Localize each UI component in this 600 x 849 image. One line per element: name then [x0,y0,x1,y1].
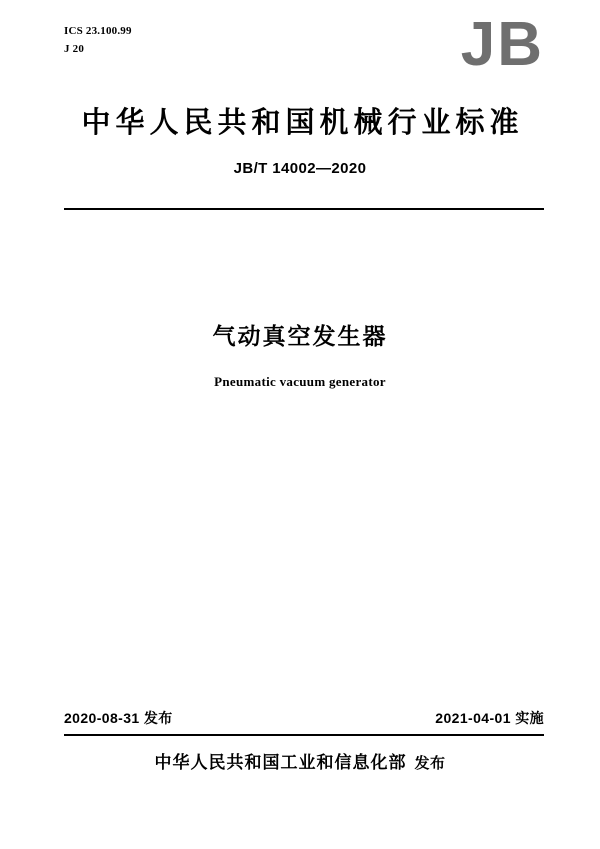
footer-divider [64,734,544,736]
document-title-chinese: 气动真空发生器 [212,323,388,349]
document-title-english: Pneumatic vacuum generator [214,374,386,389]
issuing-authority-row [0,748,600,773]
effective-date: 2021-04-01 实施 [435,710,544,726]
standard-series-title: 中华人民共和国机械行业标准 [81,107,524,139]
header-divider [64,208,544,210]
issuing-authority: 中华人民共和国工业和信息化部 [154,753,407,772]
issue-date: 2020-08-31 发布 [64,710,173,726]
issuing-authority-suffix: 发布 [414,755,446,772]
standard-number: JB/T 14002—2020 [233,160,367,177]
jb-logo: JB [460,10,544,79]
ics-classification-block [64,24,132,57]
ics-code: ICS 23.100.99 [64,25,132,37]
classification-code: J 20 [64,42,85,55]
date-row [64,708,544,728]
